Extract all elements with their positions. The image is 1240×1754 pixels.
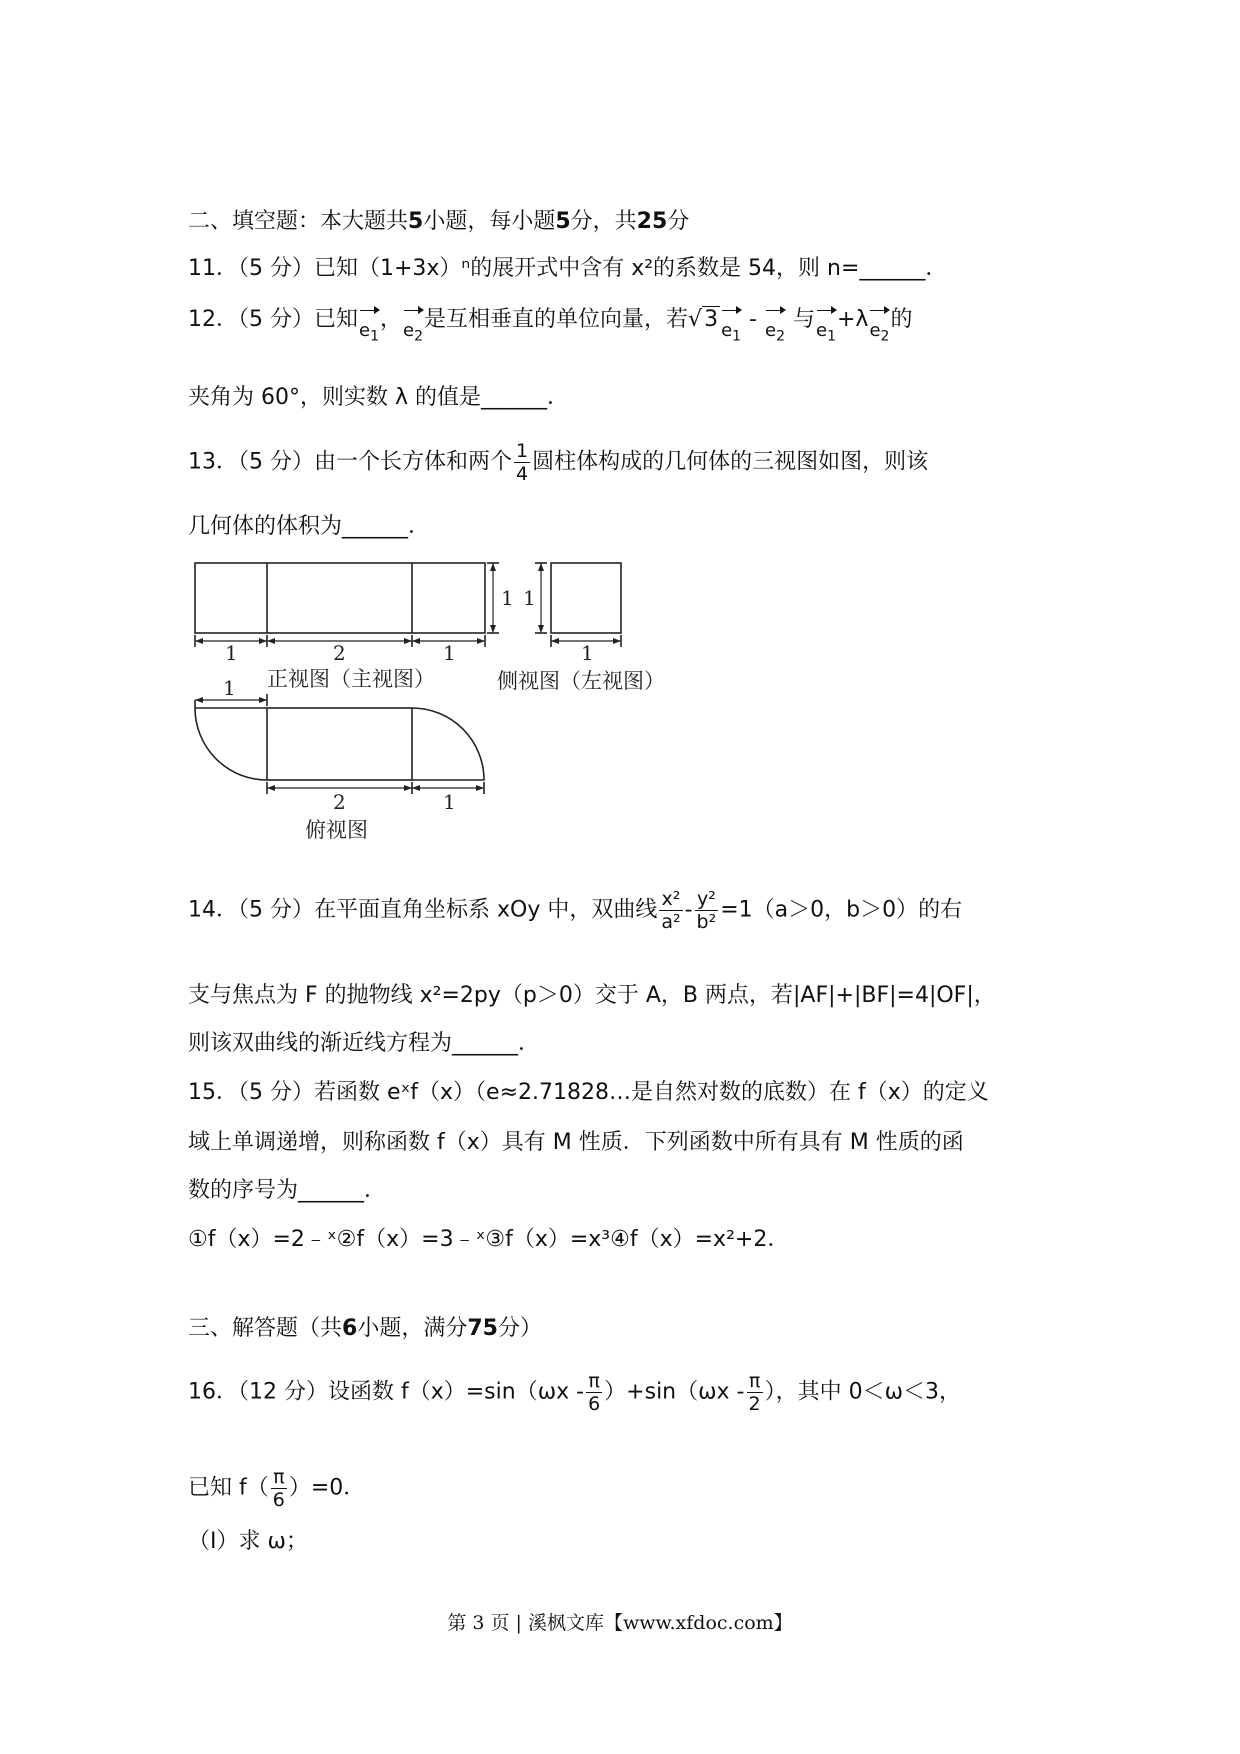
vector-e1: $e_1$ bbox=[359, 306, 379, 352]
question-15-options: ①f（x）=2﹣ˣ②f（x）=3﹣ˣ③f（x）=x³④f（x）=x²+2． bbox=[188, 1227, 790, 1252]
dim-label: 1 bbox=[443, 641, 456, 665]
side-view-label: 侧视图（左视图） bbox=[497, 669, 665, 693]
question-13-line-2: 几何体的体积为______． bbox=[188, 514, 431, 539]
question-16-line-2: 已知 f（ $\frac{\pi}{6}$ ）=0． bbox=[188, 1466, 366, 1511]
vector-e1: $e_1$ bbox=[721, 306, 741, 352]
question-14-line-1: 14．（5 分）在平面直角坐标系 xOy 中，双曲线 $\frac{\text{x²}}{\text{a²}}$ - $\frac{\text{y²}}{\text{b²}}$ =1（a＞0，b＞0）的右 bbox=[188, 888, 963, 933]
dim-label: 1 bbox=[225, 641, 238, 665]
question-15-line-3: 数的序号为______． bbox=[188, 1178, 387, 1203]
question-12-line-2: 夹角为 60°，则实数 λ 的值是______． bbox=[188, 385, 569, 410]
top-view-label: 俯视图 bbox=[305, 818, 368, 842]
fraction-y2-b2: $\frac{\text{y²}}{\text{b²}}$ bbox=[696, 888, 717, 933]
dim-label: 1 bbox=[443, 790, 456, 814]
fraction-pi-6: $\frac{\pi}{6}$ bbox=[272, 1466, 285, 1511]
question-16-line-1: 16．（12 分）设函数 f（x）=sin（ωx - $\frac{\pi}{6}$ ）+sin（ωx - $\frac{\pi}{2}$ ），其中 0＜ω＜3， bbox=[188, 1370, 962, 1415]
top-view-left-arc bbox=[195, 708, 267, 780]
vector-e2: $e_2$ bbox=[765, 306, 785, 352]
three-view-figure bbox=[185, 555, 705, 855]
fraction-one-quarter: $\frac{1}{4}$ bbox=[516, 440, 529, 485]
dim-label: 1 bbox=[501, 586, 514, 610]
front-view-rect bbox=[195, 563, 485, 633]
vector-e2: $e_2$ bbox=[403, 306, 423, 352]
page-footer: 第 3 页 | 溪枫文库【www.xfdoc.com】 bbox=[447, 1612, 793, 1634]
fraction-x2-a2: $\frac{\text{x²}}{\text{a²}}$ bbox=[661, 888, 681, 933]
question-13-line-1: 13．（5 分）由一个长方体和两个 $\frac{1}{4}$ 圆柱体构成的几何体的三视图如图，则该 bbox=[188, 440, 929, 485]
dim-label: 1 bbox=[523, 586, 536, 610]
question-15-line-1: 15．（5 分）若函数 eˣf（x）（e≈2.71828…是自然对数的底数）在 f（x）的定义 bbox=[188, 1080, 989, 1105]
question-15-line-2: 域上单调递增，则称函数 f（x）具有 M 性质．下列函数中所有具有 M 性质的函 bbox=[188, 1130, 964, 1155]
sqrt-three: √3 bbox=[688, 307, 719, 332]
question-12-line-1: 12．（5 分）已知$e_1$，$e_2$是互相垂直的单位向量，若√3 $e_1 - e_2$ 与$e_1+\lambda e_2$的 bbox=[188, 305, 912, 352]
dim-label: 1 bbox=[223, 676, 236, 700]
top-view-right-arc bbox=[412, 708, 484, 780]
question-11: 11．（5 分）已知（1+3x）ⁿ的展开式中含有 x²的系数是 54，则 n=______． bbox=[188, 256, 948, 281]
front-view-label: 正视图（主视图） bbox=[267, 667, 435, 691]
question-14-line-3: 则该双曲线的渐近线方程为______． bbox=[188, 1031, 541, 1056]
vector-e2: $e_2$ bbox=[869, 306, 889, 352]
question-14-line-2: 支与焦点为 F 的抛物线 x²=2py（p＞0）交于 A，B 两点，若|AF|+|BF|=4|OF|， bbox=[188, 983, 996, 1008]
section-3-heading: 三、解答题（共6小题，满分75分） bbox=[188, 1316, 542, 1341]
dim-label: 1 bbox=[581, 641, 594, 665]
section-2-heading: 二、填空题：本大题共5小题，每小题5分，共25分 bbox=[188, 209, 690, 234]
dim-label: 2 bbox=[333, 790, 346, 814]
side-view-rect bbox=[551, 563, 621, 633]
top-view-rect bbox=[267, 708, 412, 780]
vector-e1: $e_1$ bbox=[816, 306, 836, 352]
dim-label: 2 bbox=[333, 641, 346, 665]
fraction-pi-2: $\frac{\pi}{2}$ bbox=[748, 1370, 761, 1415]
question-16-part-1: （Ⅰ）求 ω； bbox=[188, 1529, 308, 1554]
fraction-pi-6: $\frac{\pi}{6}$ bbox=[588, 1370, 601, 1415]
